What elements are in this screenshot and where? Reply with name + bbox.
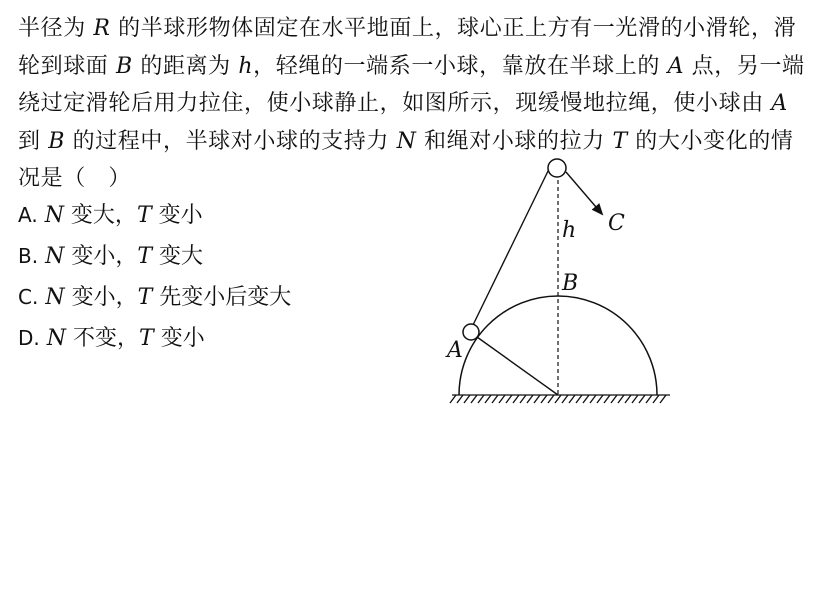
math-symbol: A: [667, 53, 685, 79]
question-text-run: 半径为: [18, 16, 94, 41]
option-text: 变大: [152, 244, 204, 269]
option-c[interactable]: [18, 277, 438, 318]
answer-options: [18, 195, 438, 359]
option-text: 变大，: [63, 203, 137, 228]
option-letter: D.: [18, 326, 40, 350]
option-text: 先变小后变大: [152, 285, 292, 310]
question-text-run: 的距离为: [132, 53, 239, 79]
math-symbol: T: [612, 128, 628, 154]
rope-line: [473, 167, 550, 325]
question-text: [18, 10, 808, 198]
question-text-run: 到: [18, 128, 49, 154]
option-letter: C.: [18, 285, 39, 309]
question-text-run: 的过程中，半球对小球的支持力: [64, 128, 397, 154]
option-text: 变小: [151, 203, 203, 228]
option-a[interactable]: [18, 195, 438, 236]
question-text-run: ，轻绳的一端系一小球，靠放在半球上的: [253, 53, 668, 79]
option-text: 不变，: [66, 326, 140, 351]
pull-direction-arrow: [566, 172, 602, 214]
hemisphere-pulley-diagram: [438, 148, 678, 418]
math-symbol: A: [771, 91, 788, 116]
option-text: 变小，: [64, 244, 138, 269]
option-letter: B.: [18, 244, 39, 268]
question-text-run: 和绳对小球的拉力: [416, 128, 613, 154]
math-symbol: B: [116, 53, 133, 79]
question-text-run: 点，另一端绕过定滑轮后用力拉住，使小球静止，如图所示，现缓慢地拉绳，使小球由: [18, 53, 805, 116]
question-text-run: 的半球形物体固定在水平地面上，球心正上方有一光滑的小滑轮，滑轮到球面: [18, 16, 797, 79]
ground-hatching: [450, 395, 670, 403]
option-text: 变小: [153, 326, 205, 351]
math-symbol: h: [238, 53, 254, 79]
radius-line: [470, 332, 558, 395]
symbol-t: T: [136, 203, 152, 228]
math-symbol: N: [396, 128, 417, 154]
option-letter: A.: [18, 203, 38, 227]
option-d[interactable]: [18, 318, 438, 359]
option-text: 变小，: [64, 285, 138, 310]
ball-circle: [463, 324, 479, 340]
symbol-t: T: [139, 326, 154, 351]
math-symbol: R: [93, 16, 111, 41]
math-symbol: B: [48, 128, 65, 154]
pulley-circle: [548, 159, 566, 177]
option-b[interactable]: [18, 236, 438, 277]
symbol-t: T: [137, 244, 153, 269]
label-a: A: [447, 338, 463, 363]
symbol-n: N: [45, 244, 65, 269]
label-c: C: [608, 211, 625, 236]
label-h: h: [562, 218, 577, 243]
label-b: B: [562, 271, 579, 296]
symbol-n: N: [45, 285, 65, 310]
symbol-t: T: [137, 285, 153, 310]
question-text-run: 的大小变化的情况是（ ）: [18, 128, 794, 191]
symbol-n: N: [44, 203, 64, 228]
symbol-n: N: [46, 326, 67, 351]
